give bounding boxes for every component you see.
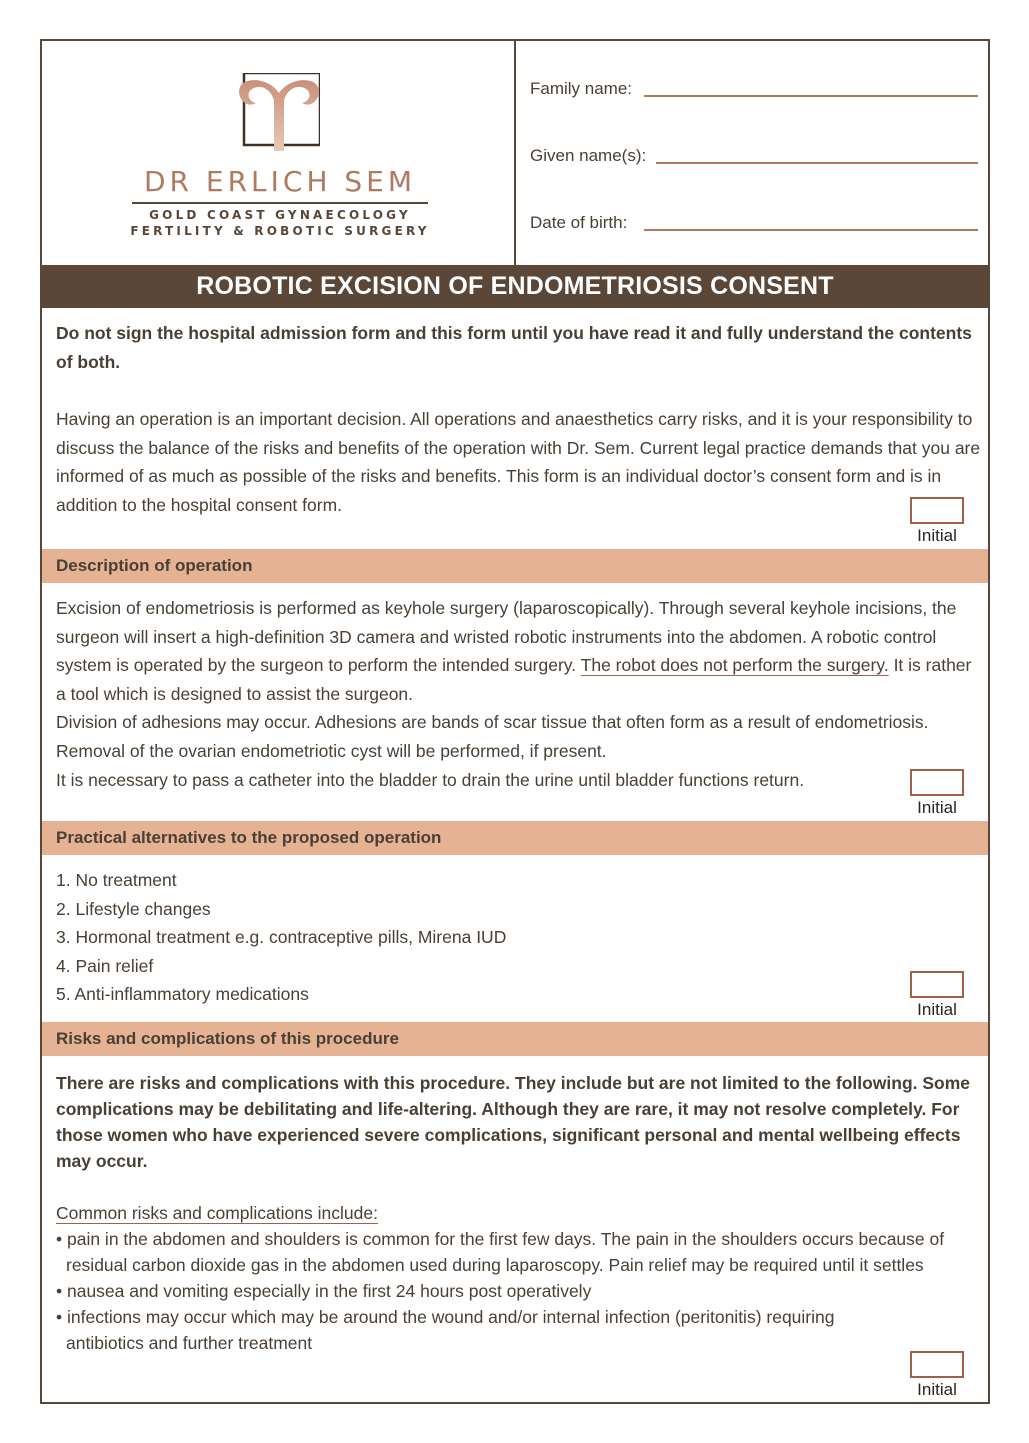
description-p1: Excision of endometriosis is performed as keyhole surgery (laparoscopically). Through several keyhole incisions, the surgeon will insert a high-definition 3D camera and wristed robotic instruments into the abdomen. A robotic control system is operated by the surgeon to perform the intended surgery. <box>56 598 957 676</box>
intro-body: Having an operation is an important decision. All operations and anaesthetics carry risks, and it is your responsibility to discuss the balance of the risks and benefits of the operation with Dr. Sem. Current legal practice demands that you are informed of as much as possible of the risks and benefits. This form is an individual doctor’s consent form and is in addition to the hospital consent form. <box>56 409 981 515</box>
initial-label: Initial <box>917 798 957 817</box>
initial-input[interactable] <box>910 769 964 796</box>
initial-label: Initial <box>917 1380 957 1399</box>
section-risks-heading: Risks and complications of this procedure <box>42 1022 988 1056</box>
alternative-item: 4. Pain relief <box>56 955 154 976</box>
family-name-field[interactable] <box>530 69 978 99</box>
initial-input[interactable] <box>910 497 964 524</box>
description-p3: It is necessary to pass a catheter into the bladder to drain the urine until bladder functions return. <box>56 769 805 790</box>
form-header <box>42 41 988 265</box>
family-name-line[interactable] <box>644 95 978 97</box>
description-text <box>56 594 981 794</box>
description-p2: Division of adhesions may occur. Adhesions are bands of scar tissue that often form as a result of endometriosis. Removal of the ovarian endometriotic cyst will be performed, if present. <box>56 712 929 761</box>
family-name-label: Family name: <box>530 79 633 98</box>
description-p1-end: It is rather a tool which is designed to assist the surgeon. <box>56 655 972 704</box>
logo-name: DR ERLICH SEM <box>143 165 417 198</box>
risk-item: • nausea and vomiting especially in the first 24 hours post operatively <box>56 1281 592 1301</box>
risk-item: • infections may occur which may be around the wound and/or internal infection (peritonitis) requiring antibiotics and further treatment <box>56 1307 835 1353</box>
alternative-item: 1. No treatment <box>56 870 177 890</box>
given-names-line[interactable] <box>656 162 978 164</box>
common-risks <box>56 1200 981 1356</box>
logo-divider <box>132 202 428 204</box>
intro-warning: Do not sign the hospital admission form and this form until you have read it and fully understand the contents of both. <box>56 323 972 372</box>
initial-label: Initial <box>917 1000 957 1019</box>
common-risks-heading: Common risks and complications include: <box>56 1203 378 1223</box>
given-names-field[interactable] <box>530 136 978 166</box>
logo-subtitle-1: GOLD COAST GYNAECOLOGY <box>149 208 411 222</box>
initial-input[interactable] <box>910 971 964 998</box>
initial-box-risks[interactable] <box>910 1351 964 1400</box>
alternative-item: 3. Hormonal treatment e.g. contraceptive pills, Mirena IUD <box>56 927 507 948</box>
logo-area <box>42 41 516 265</box>
logo-subtitle-2: FERTILITY & ROBOTIC SURGERY <box>130 224 430 238</box>
risk-item: • pain in the abdomen and shoulders is common for the first few days. The pain in the shoulders occurs because of residual carbon dioxide gas in the abdomen used during laparoscopy. Pain relief may be required until it settles <box>56 1229 945 1275</box>
alternative-item: 5. Anti-inflammatory medications <box>56 984 309 1005</box>
dob-field[interactable] <box>530 203 978 233</box>
initial-box-alternatives[interactable] <box>910 971 964 1020</box>
alternatives-list <box>56 866 981 1009</box>
section-description-heading: Description of operation <box>42 549 988 583</box>
uterus-logo-icon <box>238 73 320 155</box>
initial-box-description[interactable] <box>910 769 964 818</box>
given-names-label: Given name(s): <box>530 146 647 165</box>
initial-input[interactable] <box>910 1351 964 1378</box>
dob-label: Date of birth: <box>530 213 628 232</box>
initial-box-intro[interactable] <box>910 497 964 546</box>
alternative-item: 2. Lifestyle changes <box>56 898 211 919</box>
description-robot-note: The robot does not perform the surgery. <box>580 655 889 676</box>
dob-line[interactable] <box>644 229 978 231</box>
consent-form-page <box>40 39 990 1404</box>
initial-label: Initial <box>917 526 957 545</box>
form-title: ROBOTIC EXCISION OF ENDOMETRIOSIS CONSENT <box>42 265 988 308</box>
section-alternatives-heading: Practical alternatives to the proposed operation <box>42 821 988 855</box>
risks-warning: There are risks and complications with this procedure. They include but are not limited to the following. Some complications may be debilitating and life-altering. Although they are rare, it may not resolve completely. For those women who have experienced severe complications, significant personal and mental wellbeing effects may occur. <box>56 1073 971 1171</box>
